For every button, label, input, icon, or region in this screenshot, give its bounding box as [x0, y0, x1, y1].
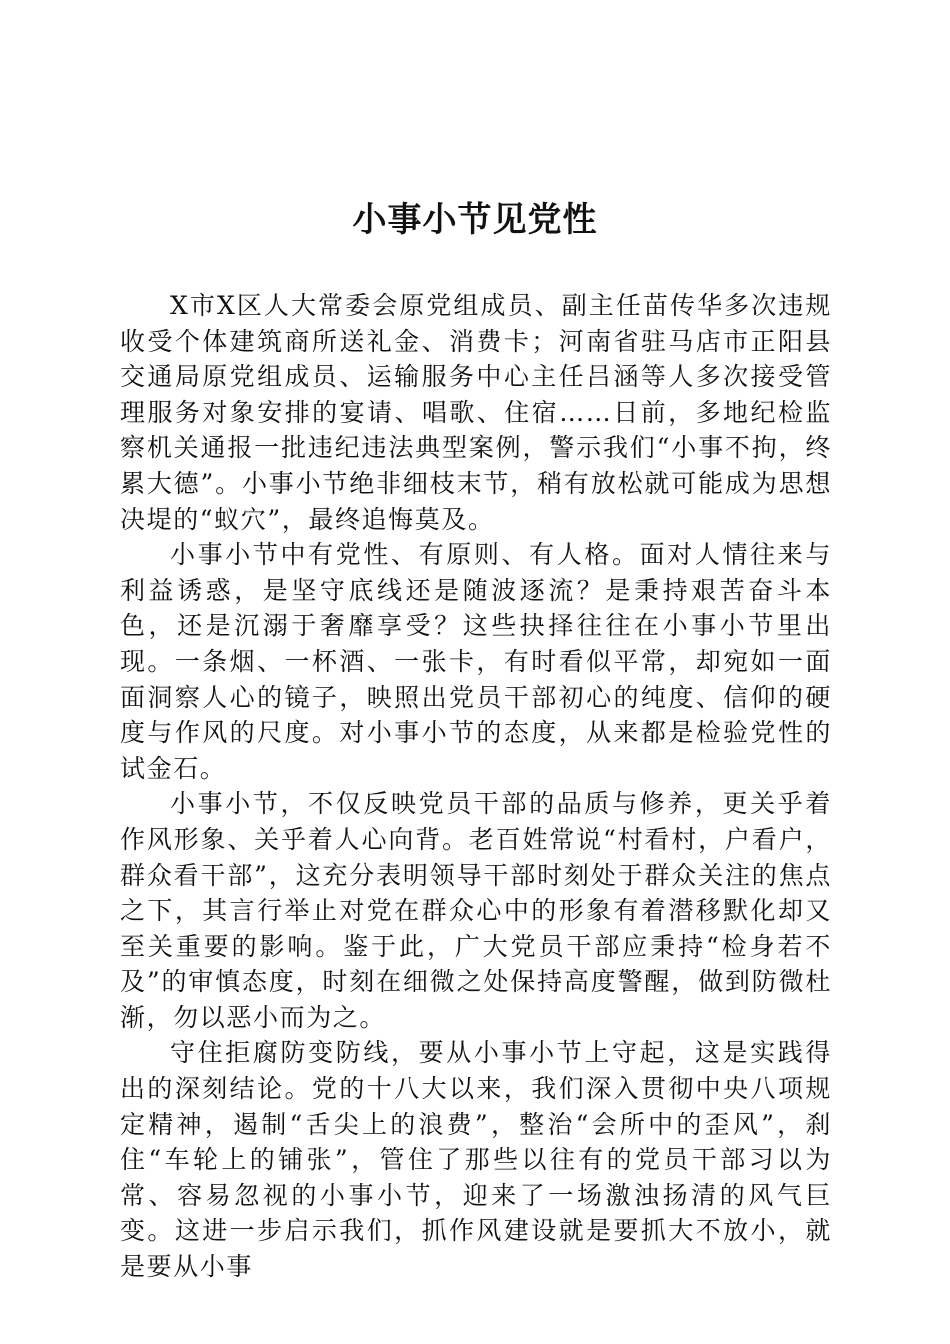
document-title: 小事小节见党性 — [352, 200, 598, 240]
paragraph-2: 小事小节中有党性、有原则、有人格。面对人情往来与利益诱惑，是坚守底线还是随波逐流？是秉持艰苦奋斗本色，还是沉溺于奢靡享受？这些抉择往往在小事小节里出现。一条烟、一杯酒、一张卡，有时看似平常，却宛如一面面洞察人心的镜子，映照出党员干部初心的纯度、信仰的硬度与作风的尺度。对小事小节的态度，从来都是检验党性的试金石。 — [120, 540, 832, 783]
document-body — [120, 288, 832, 1285]
paragraph-4: 守住拒腐防变防线，要从小事小节上守起，这是实践得出的深刻结论。党的十八大以来，我们深入贯彻中央八项规定精神，遏制“舌尖上的浪费”，整治“会所中的歪风”，刹住“车轮上的铺张”，管住了那些以往有的党员干部习以为常、容易忽视的小事小节，迎来了一场激浊扬清的风气巨变。这进一步启示我们，抓作风建设就是要抓大不放小，就是要从小事 — [120, 1038, 832, 1282]
paragraph-1: X市X区人大常委会原党组成员、副主任苗传华多次违规收受个体建筑商所送礼金、消费卡；河南省驻马店市正阳县交通局原党组成员、运输服务中心主任吕涵等人多次接受管理服务对象安排的宴请、唱歌、住宿……日前，多地纪检监察机关通报一批违纪违法典型案例，警示我们“小事不拘，终累大德”。小事小节绝非细枝末节，稍有放松就可能成为思想决堤的“蚁穴”，最终追悔莫及。 — [120, 291, 832, 534]
paragraph-3: 小事小节，不仅反映党员干部的品质与修养，更关乎着作风形象、关乎着人心向背。老百姓常说“村看村，户看户，群众看干部”，这充分表明领导干部时刻处于群众关注的焦点之下，其言行举止对党在群众心中的形象有着潜移默化却又至关重要的影响。鉴于此，广大党员干部应秉持“检身若不及”的审慎态度，时刻在细微之处保持高度警醒，做到防微杜渐，勿以恶小而为之。 — [120, 789, 832, 1032]
